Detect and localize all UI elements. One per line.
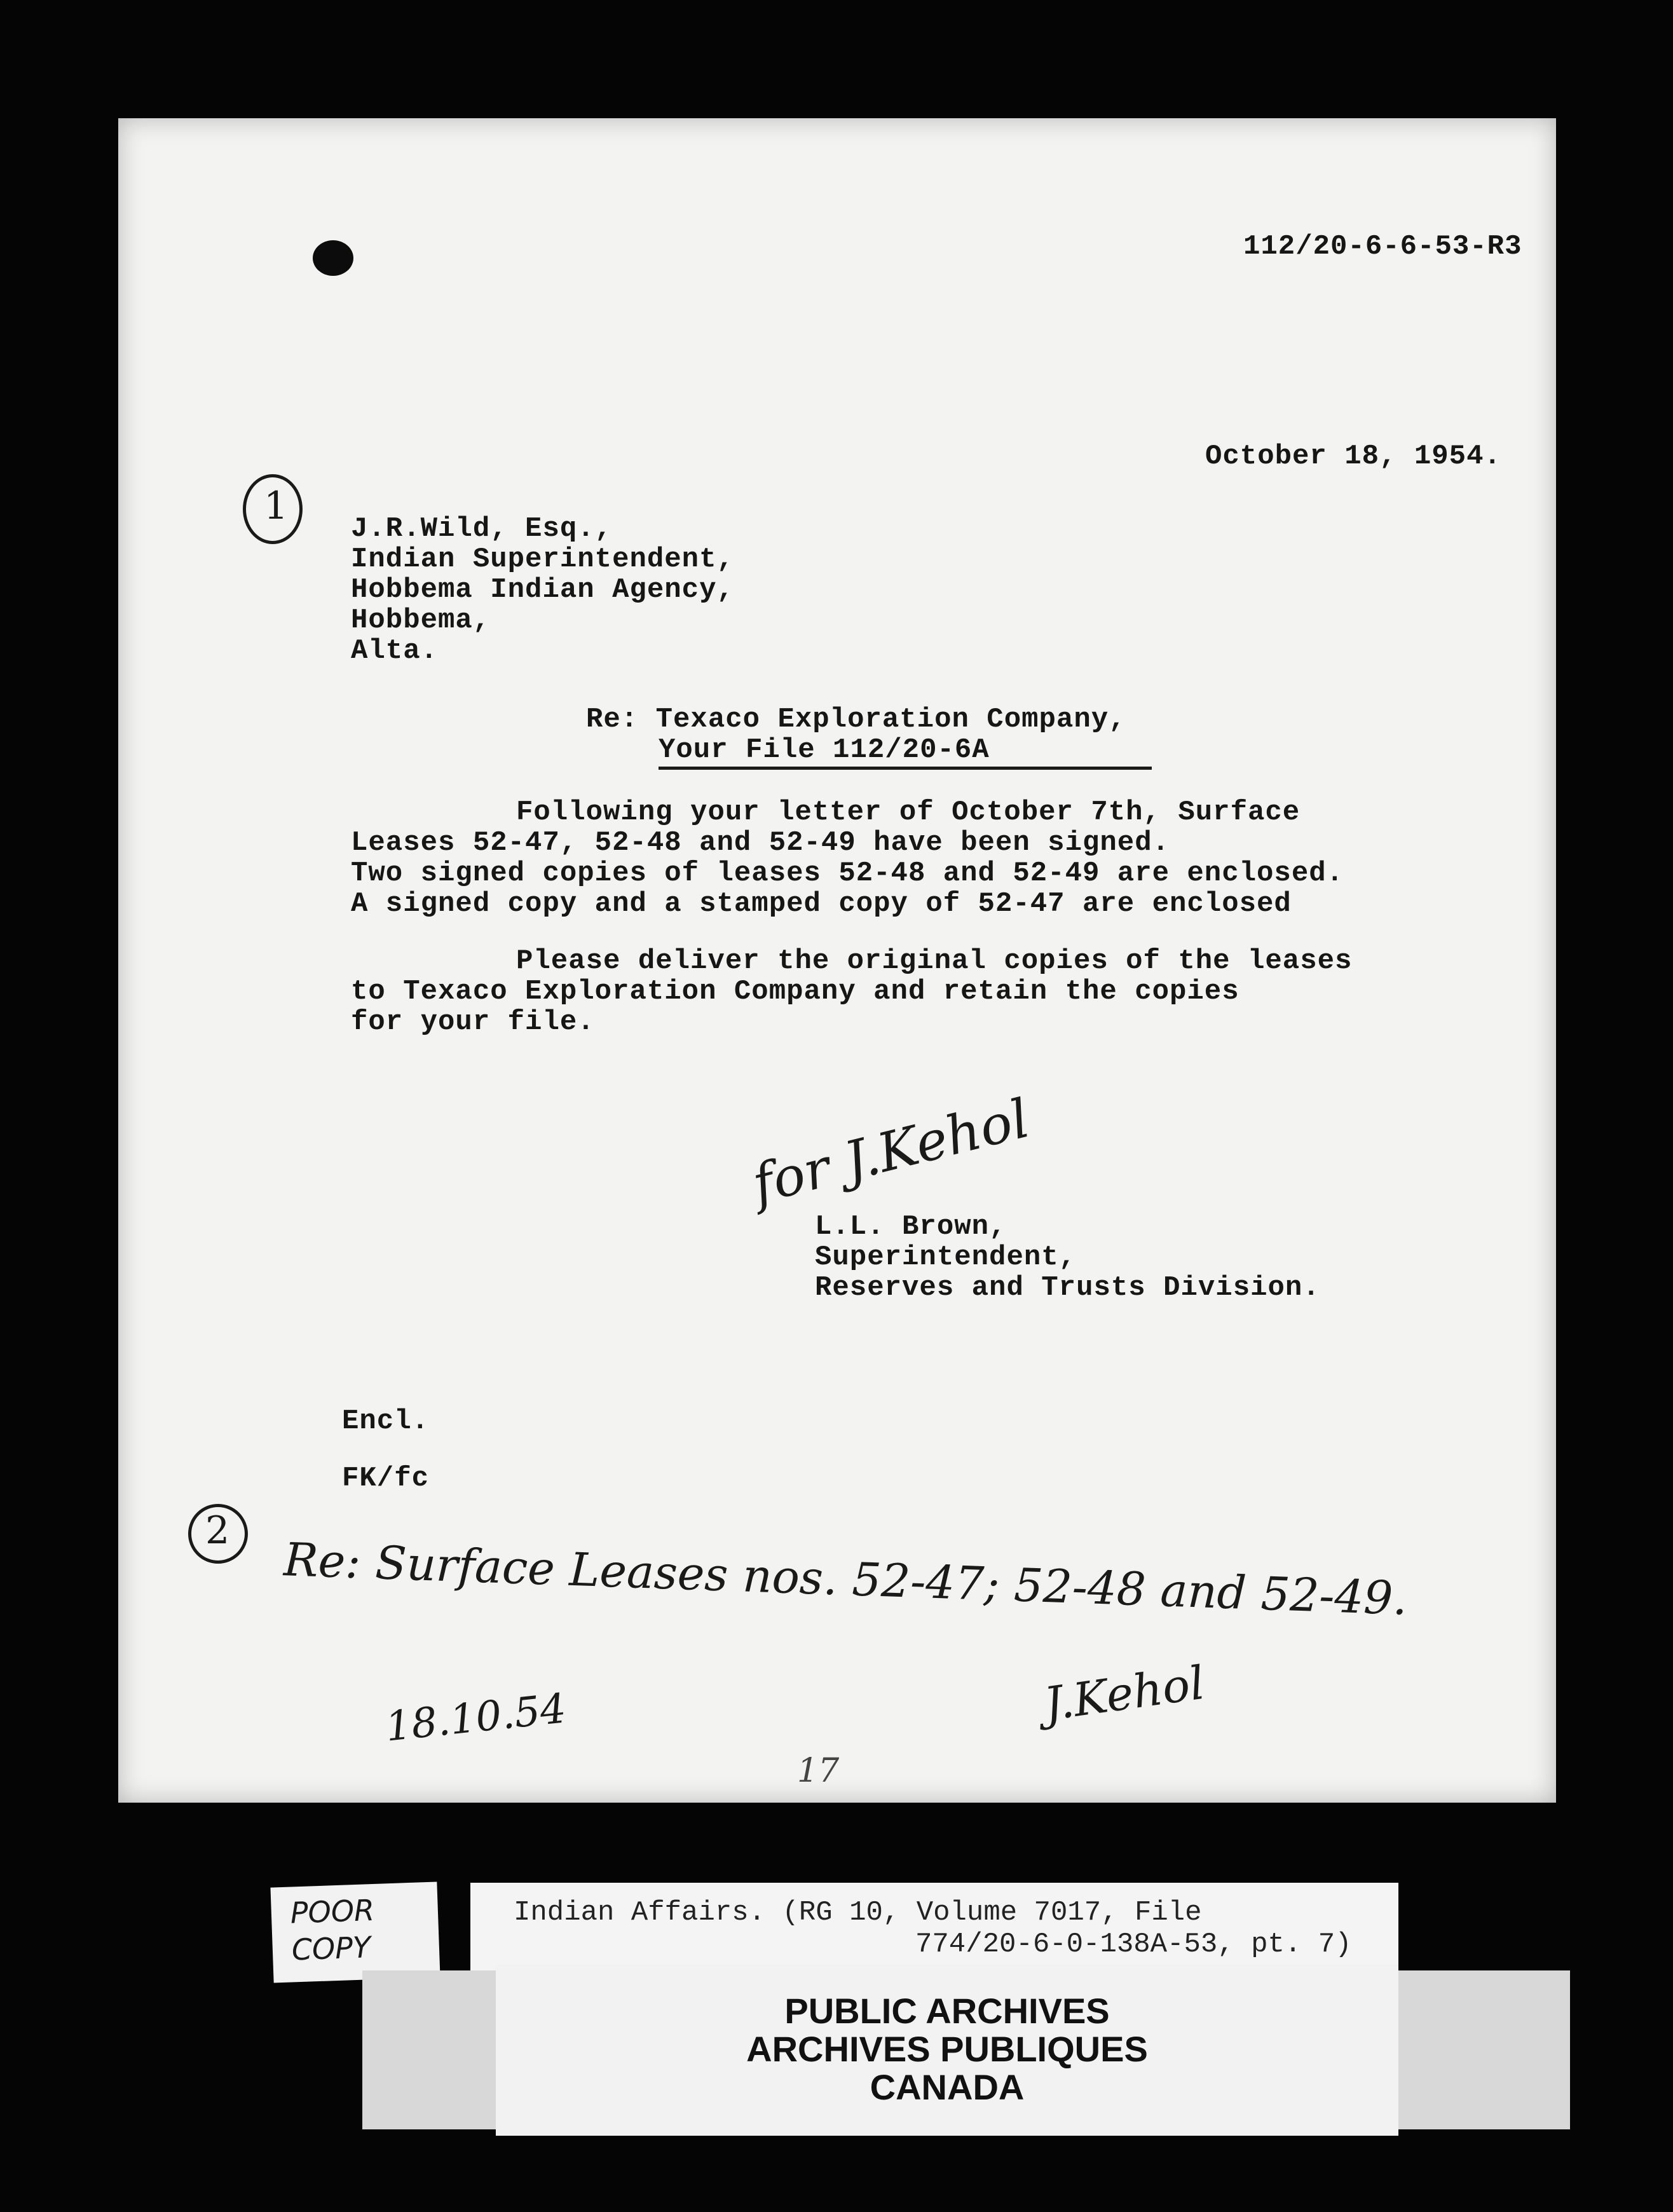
handwritten-initials: J.Kehol [1041, 1655, 1208, 1731]
reference-line: Indian Affairs. (RG 10, Volume 7017, File [514, 1897, 1202, 1929]
addressee-line: Hobbema Indian Agency, [351, 574, 734, 606]
archive-stamp-line: PUBLIC ARCHIVES [784, 1991, 1110, 2031]
body-line: Leases 52-47, 52-48 and 52-49 have been signed. [351, 827, 1170, 859]
signatory-title: Superintendent, [815, 1241, 1077, 1273]
body-line: to Texaco Exploration Company and retain the copies [351, 976, 1239, 1007]
poor-copy-line: COPY [290, 1930, 371, 1967]
body-line: for your file. [351, 1006, 595, 1038]
handwritten-note: Re: Surface Leases nos. 52-47; 52-48 and 52-49. [283, 1533, 1409, 1625]
body-line: Following your letter of October 7th, Surface [516, 796, 1301, 828]
poor-copy-tag [270, 1881, 440, 1983]
addressee-line: Alta. [351, 635, 439, 667]
archive-reference-card [470, 1883, 1398, 1972]
handwritten-signature: for J.Kehol [746, 1087, 1035, 1216]
archive-stamp-line: ARCHIVES PUBLIQUES [746, 2029, 1148, 2069]
ink-blot [313, 240, 353, 276]
page-number: 17 [797, 1752, 840, 1790]
body-line: Please deliver the original copies of the leases [516, 945, 1353, 977]
signatory-division: Reserves and Trusts Division. [815, 1272, 1320, 1304]
circled-number-2: 2 [188, 1504, 248, 1564]
signatory-name: L.L. Brown, [815, 1211, 1007, 1243]
addressee-line: J.R.Wild, Esq., [351, 513, 613, 545]
subject-underline [659, 767, 1152, 770]
enclosure-note: Encl. [342, 1405, 430, 1437]
body-line: A signed copy and a stamped copy of 52-47 are enclosed [351, 888, 1292, 920]
archive-stamp-line: CANADA [870, 2067, 1025, 2107]
file-reference: 112/20-6-6-53-R3 [1243, 231, 1522, 263]
letter-date: October 18, 1954. [1205, 440, 1501, 472]
archive-stamp [496, 1964, 1398, 2136]
typist-initials: FK/fc [342, 1463, 430, 1494]
handwritten-date: 18.10.54 [383, 1685, 569, 1751]
circled-number-1: 1 [243, 474, 303, 544]
subject-line: Re: Texaco Exploration Company, [586, 704, 1126, 735]
subject-file: Your File 112/20-6A [659, 734, 990, 766]
addressee-line: Indian Superintendent, [351, 543, 734, 575]
addressee-line: Hobbema, [351, 604, 491, 636]
poor-copy-line: POOR [289, 1892, 375, 1930]
letter-page [118, 118, 1556, 1803]
reference-line: 774/20-6-0-138A-53, pt. 7) [915, 1929, 1352, 1960]
body-line: Two signed copies of leases 52-48 and 52-49 are enclosed. [351, 857, 1344, 889]
